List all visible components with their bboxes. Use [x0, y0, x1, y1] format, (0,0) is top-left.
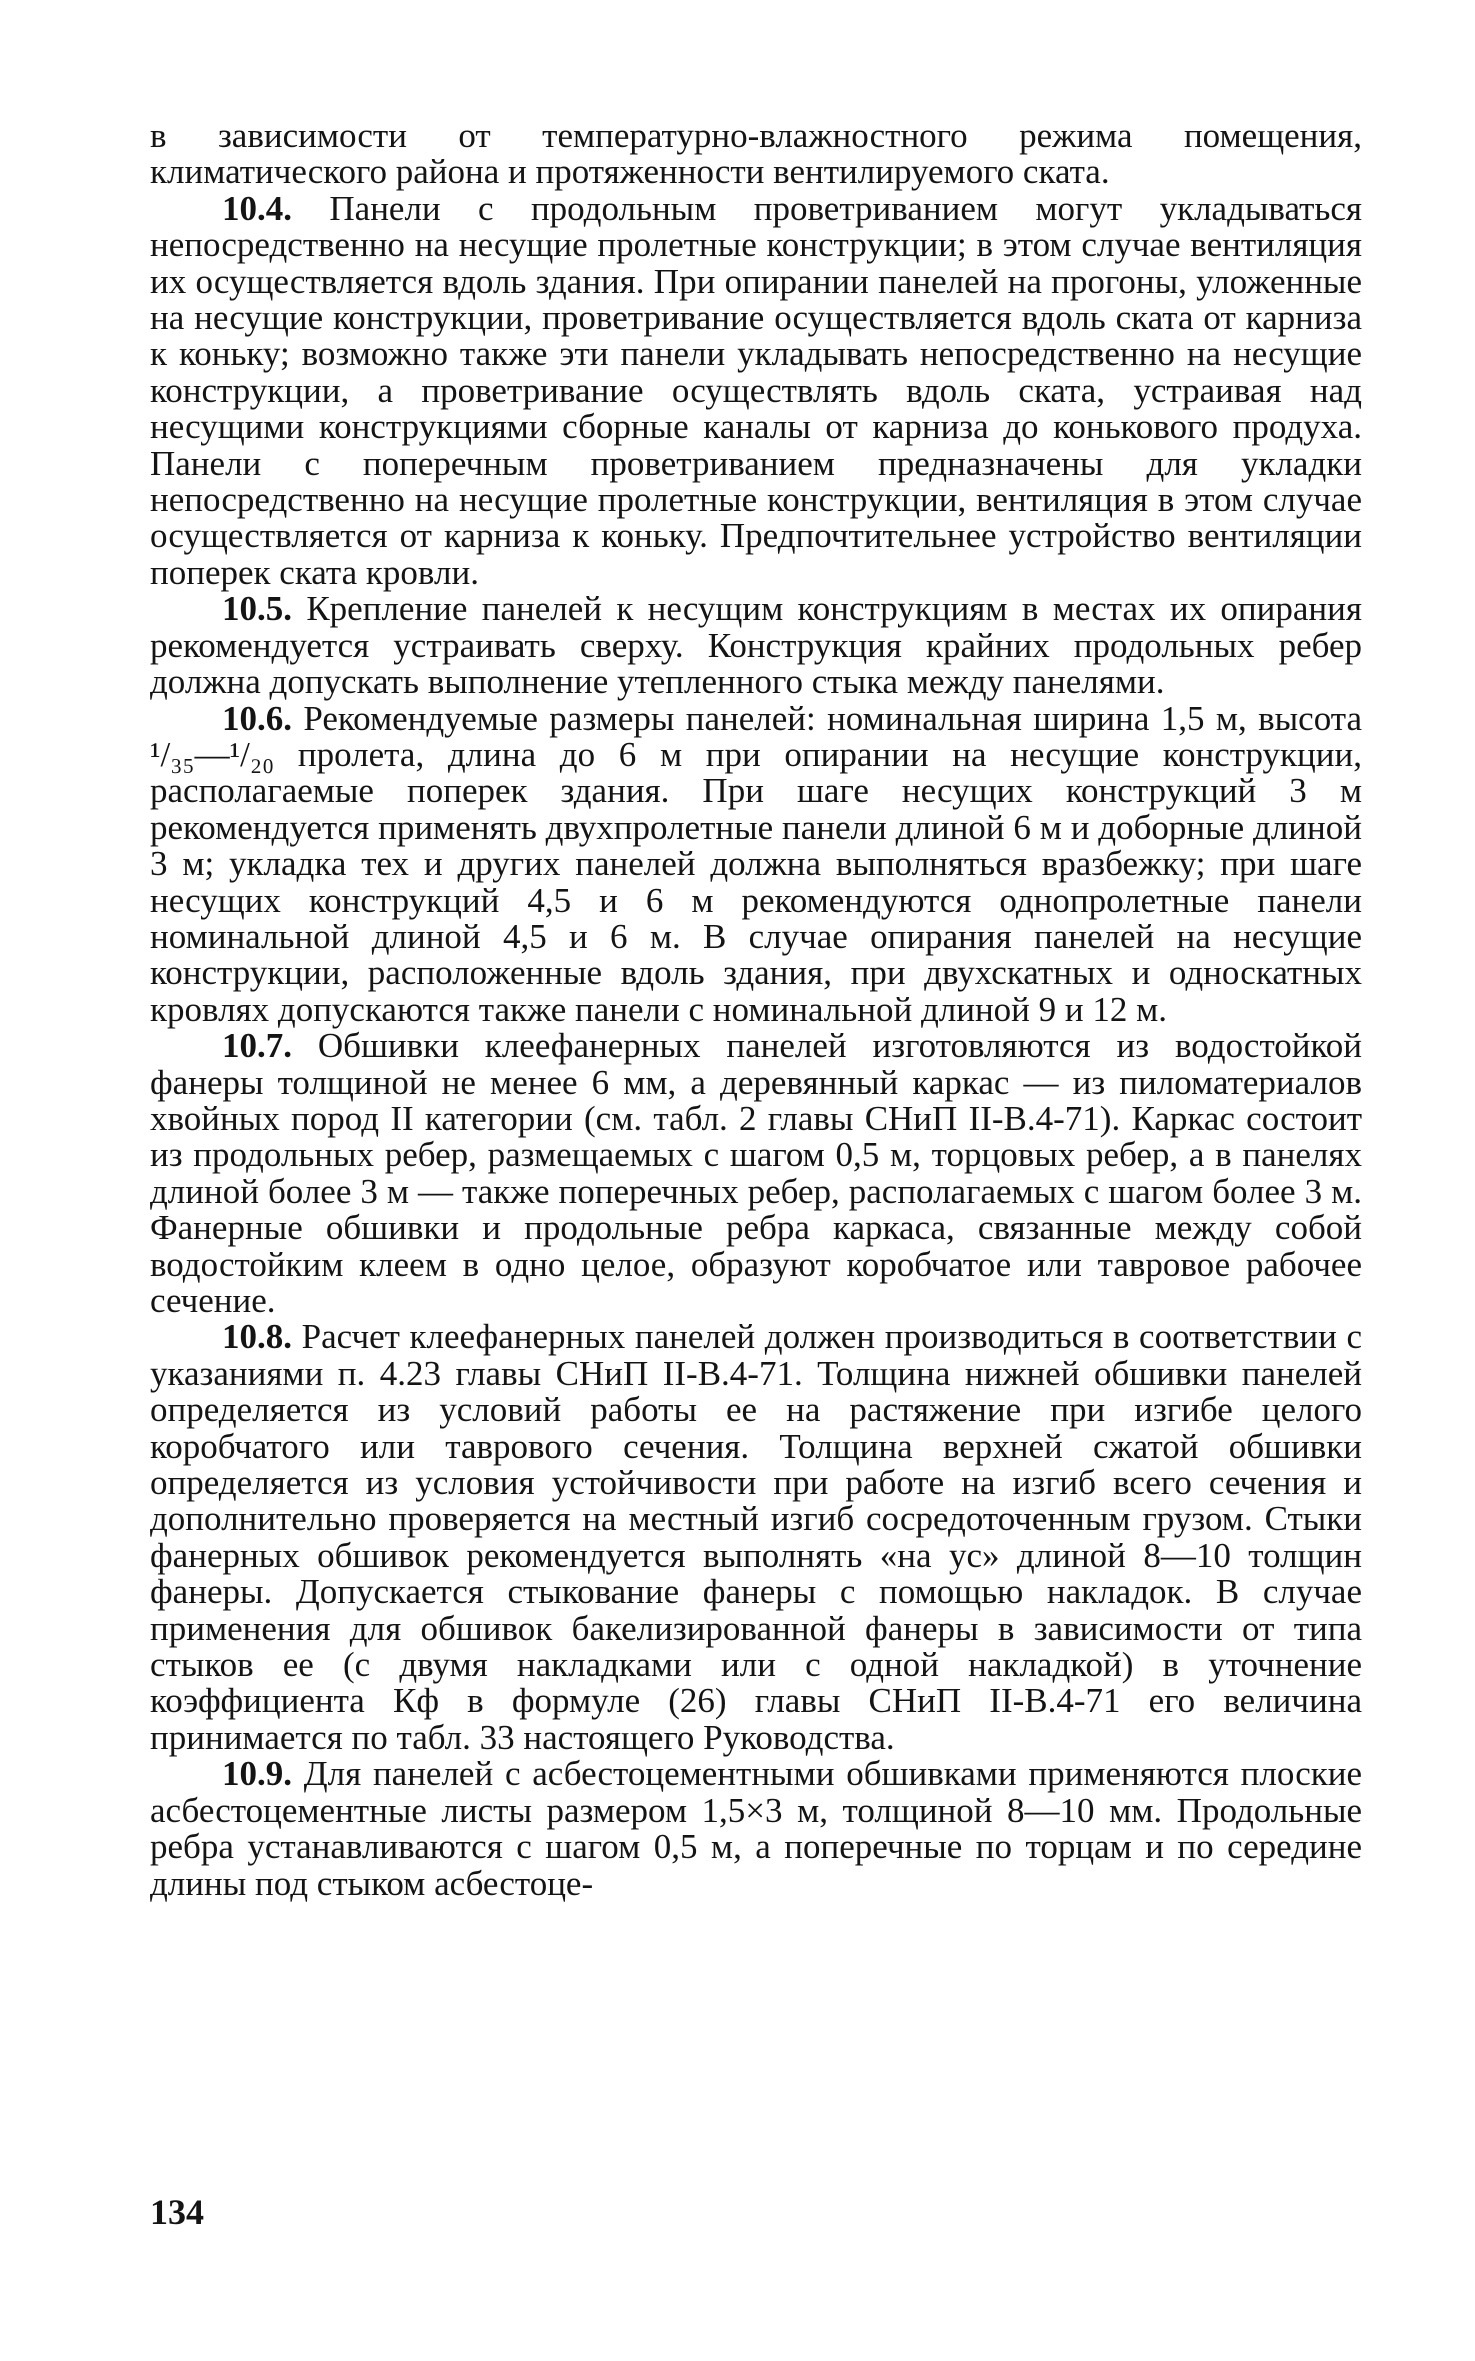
paragraph-10-8: [150, 1319, 1362, 1756]
paragraph-10-5: [150, 591, 1362, 700]
section-number: 10.9.: [222, 1754, 292, 1794]
paragraph-text: Для панелей с асбестоцементными обшивками применяются плоские асбестоцементные листы размером 1,5×3 м, толщиной 8—10 мм. Продольные ребра устанавливаются с шагом 0,5 м, а поперечные по торцам и по середине длины под стыком асбестоце-: [150, 1754, 1362, 1903]
paragraph-text: Панели с продольным проветриванием могут укладываться непосредственно на несущие пролетные конструкции; в этом случае вентиляция их осуществляется вдоль здания. При опирании панелей на прогоны, уложенные на несущие конструкции, проветривание осуществляется вдоль ската от карниза к коньку; возможно также эти панели укладывать непосредственно на несущие конструкции, а проветривание осуществлять вдоль ската, устраивая над несущими конструкциями сборные каналы от карниза до конькового продуха. Панели с поперечным проветриванием предназначены для укладки непосредственно на несущие пролетные конструкции, вентиляция в этом случае осуществляется от карниза к коньку. Предпочтительнее устройство вентиляции поперек ската кровли.: [150, 188, 1362, 592]
section-number: 10.4.: [222, 188, 292, 228]
page-body: [150, 118, 1362, 1902]
section-number: 10.7.: [222, 1026, 292, 1066]
paragraph-10-6: [150, 698, 1362, 1029]
section-number: 10.6.: [222, 698, 292, 738]
page-number: 134: [150, 2192, 204, 2232]
paragraph-text: Расчет клеефанерных панелей должен производиться в соответствии с указаниями п. 4.23 главы СНиП II-В.4-71. Толщина нижней обшивки панелей определяется из условий работы ее на растяжение при изгибе целого коробчатого или таврового сечения. Толщина верхней сжатой обшивки определяется из условия устойчивости при работе на изгиб всего сечения и дополнительно проверяется на местный изгиб сосредоточенным грузом. Стыки фанерных обшивок рекомендуется выполнять «на ус» длиной 8—10 толщин фанеры. Допускается стыкование фанеры с помощью накладок. В случае применения для обшивок бакелизированной фанеры в зависимости от типа стыков ее (с двумя накладками или с одной накладкой) в уточнение коэффициента Кф в формуле (26) главы СНиП II-В.4-71 его величина принимается по табл. 33 настоящего Руководства.: [150, 1317, 1362, 1757]
paragraph-continuation: [150, 118, 1362, 191]
paragraph-text: в зависимости от температурно-влажностного режима помещения, климатического района и протяженности вентилируемого ската.: [150, 116, 1362, 192]
paragraph-10-7: [150, 1028, 1362, 1319]
paragraph-text: Крепление панелей к несущим конструкциям в местах их опирания рекомендуется устраивать сверху. Конструкция крайних продольных ребер должна допускать выполнение утепленного стыка между панелями.: [150, 589, 1362, 702]
paragraph-10-9: [150, 1756, 1362, 1902]
section-number: 10.8.: [222, 1317, 292, 1357]
paragraph-text: Рекомендуемые размеры панелей: номинальная ширина 1,5 м, высота ¹/₃₅—¹/₂₀ пролета, длина до 6 м при опирании на несущие конструкции, располагаемые поперек здания. При шаге несущих конструкций 3 м рекомендуется применять двухпролетные панели длиной 6 м и доборные длиной 3 м; укладка тех и других панелей должна выполняться вразбежку; при шаге несущих конструкций 4,5 и 6 м рекомендуются однопролетные панели номинальной длиной 4,5 и 6 м. В случае опирания панелей на несущие конструкции, расположенные вдоль здания, при двухскатных и односкатных кровлях допускаются также панели с номинальной длиной 9 и 12 м.: [150, 698, 1362, 1029]
paragraph-10-4: [150, 188, 1362, 592]
section-number: 10.5.: [222, 589, 292, 629]
paragraph-text: Обшивки клеефанерных панелей изготовляются из водостойкой фанеры толщиной не менее 6 мм, а деревянный каркас — из пиломатериалов хвойных пород II категории (см. табл. 2 главы СНиП II-В.4-71). Каркас состоит из продольных ребер, размещаемых с шагом 0,5 м, торцовых ребер, а в панелях длиной более 3 м — также поперечных ребер, располагаемых с шагом более 3 м. Фанерные обшивки и продольные ребра каркаса, связанные между собой водостойким клеем в одно целое, образуют коробчатое или тавровое рабочее сечение.: [150, 1026, 1362, 1320]
